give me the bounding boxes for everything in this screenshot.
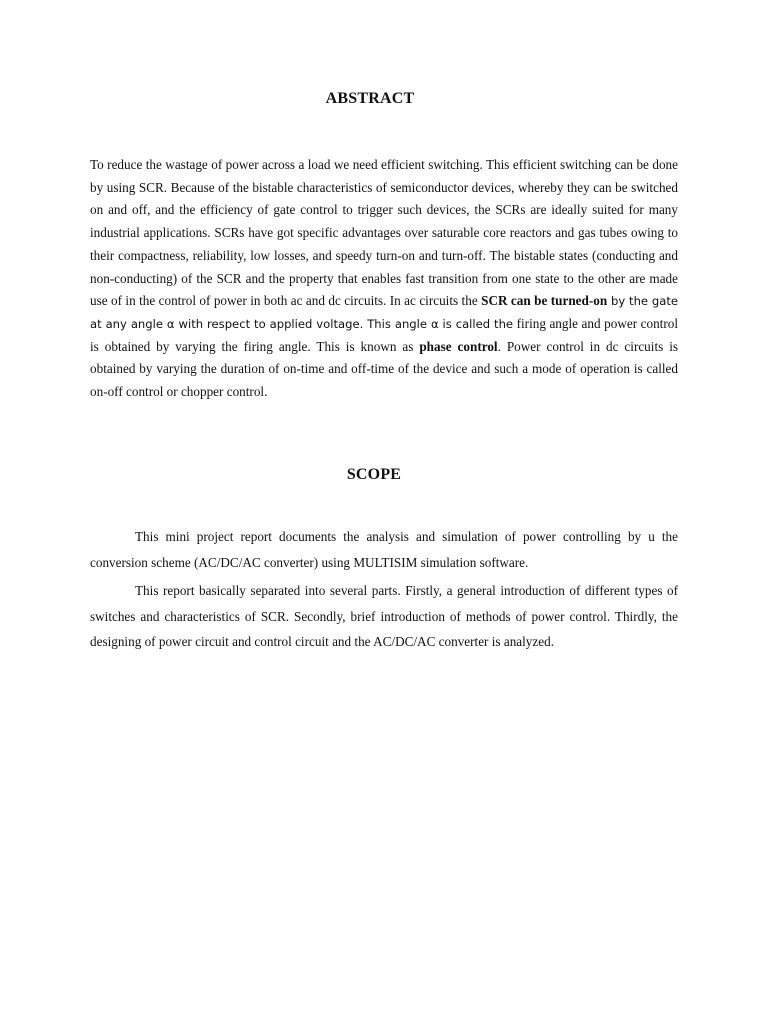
scope-section (90, 524, 678, 658)
scope-heading: SCOPE (346, 466, 402, 483)
abstract-text-intro: To reduce the wastage of power across a load we need efficient switching. This efficient switching can be done by using SCR. Because of the bistable characteristics of semiconductor devices, whereby they can be switched on and off, and the efficiency of gate control to trigger such devices, the SCRs are ideally suited for many industrial applications. SCRs have got specific advantages over saturable core reactors and gas tubes owing to their compactness, reliability, low losses, and speedy turn-on and turn-off. The bistable states (conducting and non-conducting) of the SCR and the property that enables fast transition from one state to the other are made use of in the control of power in both ac and dc circuits. In ac circuits the (90, 157, 678, 309)
abstract-heading: ABSTRACT (325, 90, 415, 107)
abstract-bold-phase-control: phase control (419, 338, 498, 354)
abstract-text-gate-angle: by the gate at any angle α with respect to applied voltage. This angle α is called the (90, 294, 679, 331)
abstract-text-firing-angle: firing angle and power control is obtained by varying the firing angle. This is known as (90, 315, 678, 354)
abstract-text-dc-control: . Power control in dc circuits is obtained by varying the duration of on-time and off-time of the device and such a mode of operation is called on-off control or chopper control. (90, 338, 678, 400)
abstract-paragraph (90, 154, 678, 404)
scope-paragraph-1: This mini project report documents the analysis and simulation of power controlling by u the conversion scheme (AC/DC/AC converter) using MULTISIM simulation software. (90, 529, 678, 570)
abstract-bold-scr-turned-on: SCR can be turned-on (481, 293, 608, 309)
scope-paragraph-2: This report basically separated into several parts. Firstly, a general introduction of different types of switches and characteristics of SCR. Secondly, brief introduction of methods of power control. Thirdly, the designing of power circuit and control circuit and the AC/DC/AC converter is analyzed. (90, 583, 678, 649)
